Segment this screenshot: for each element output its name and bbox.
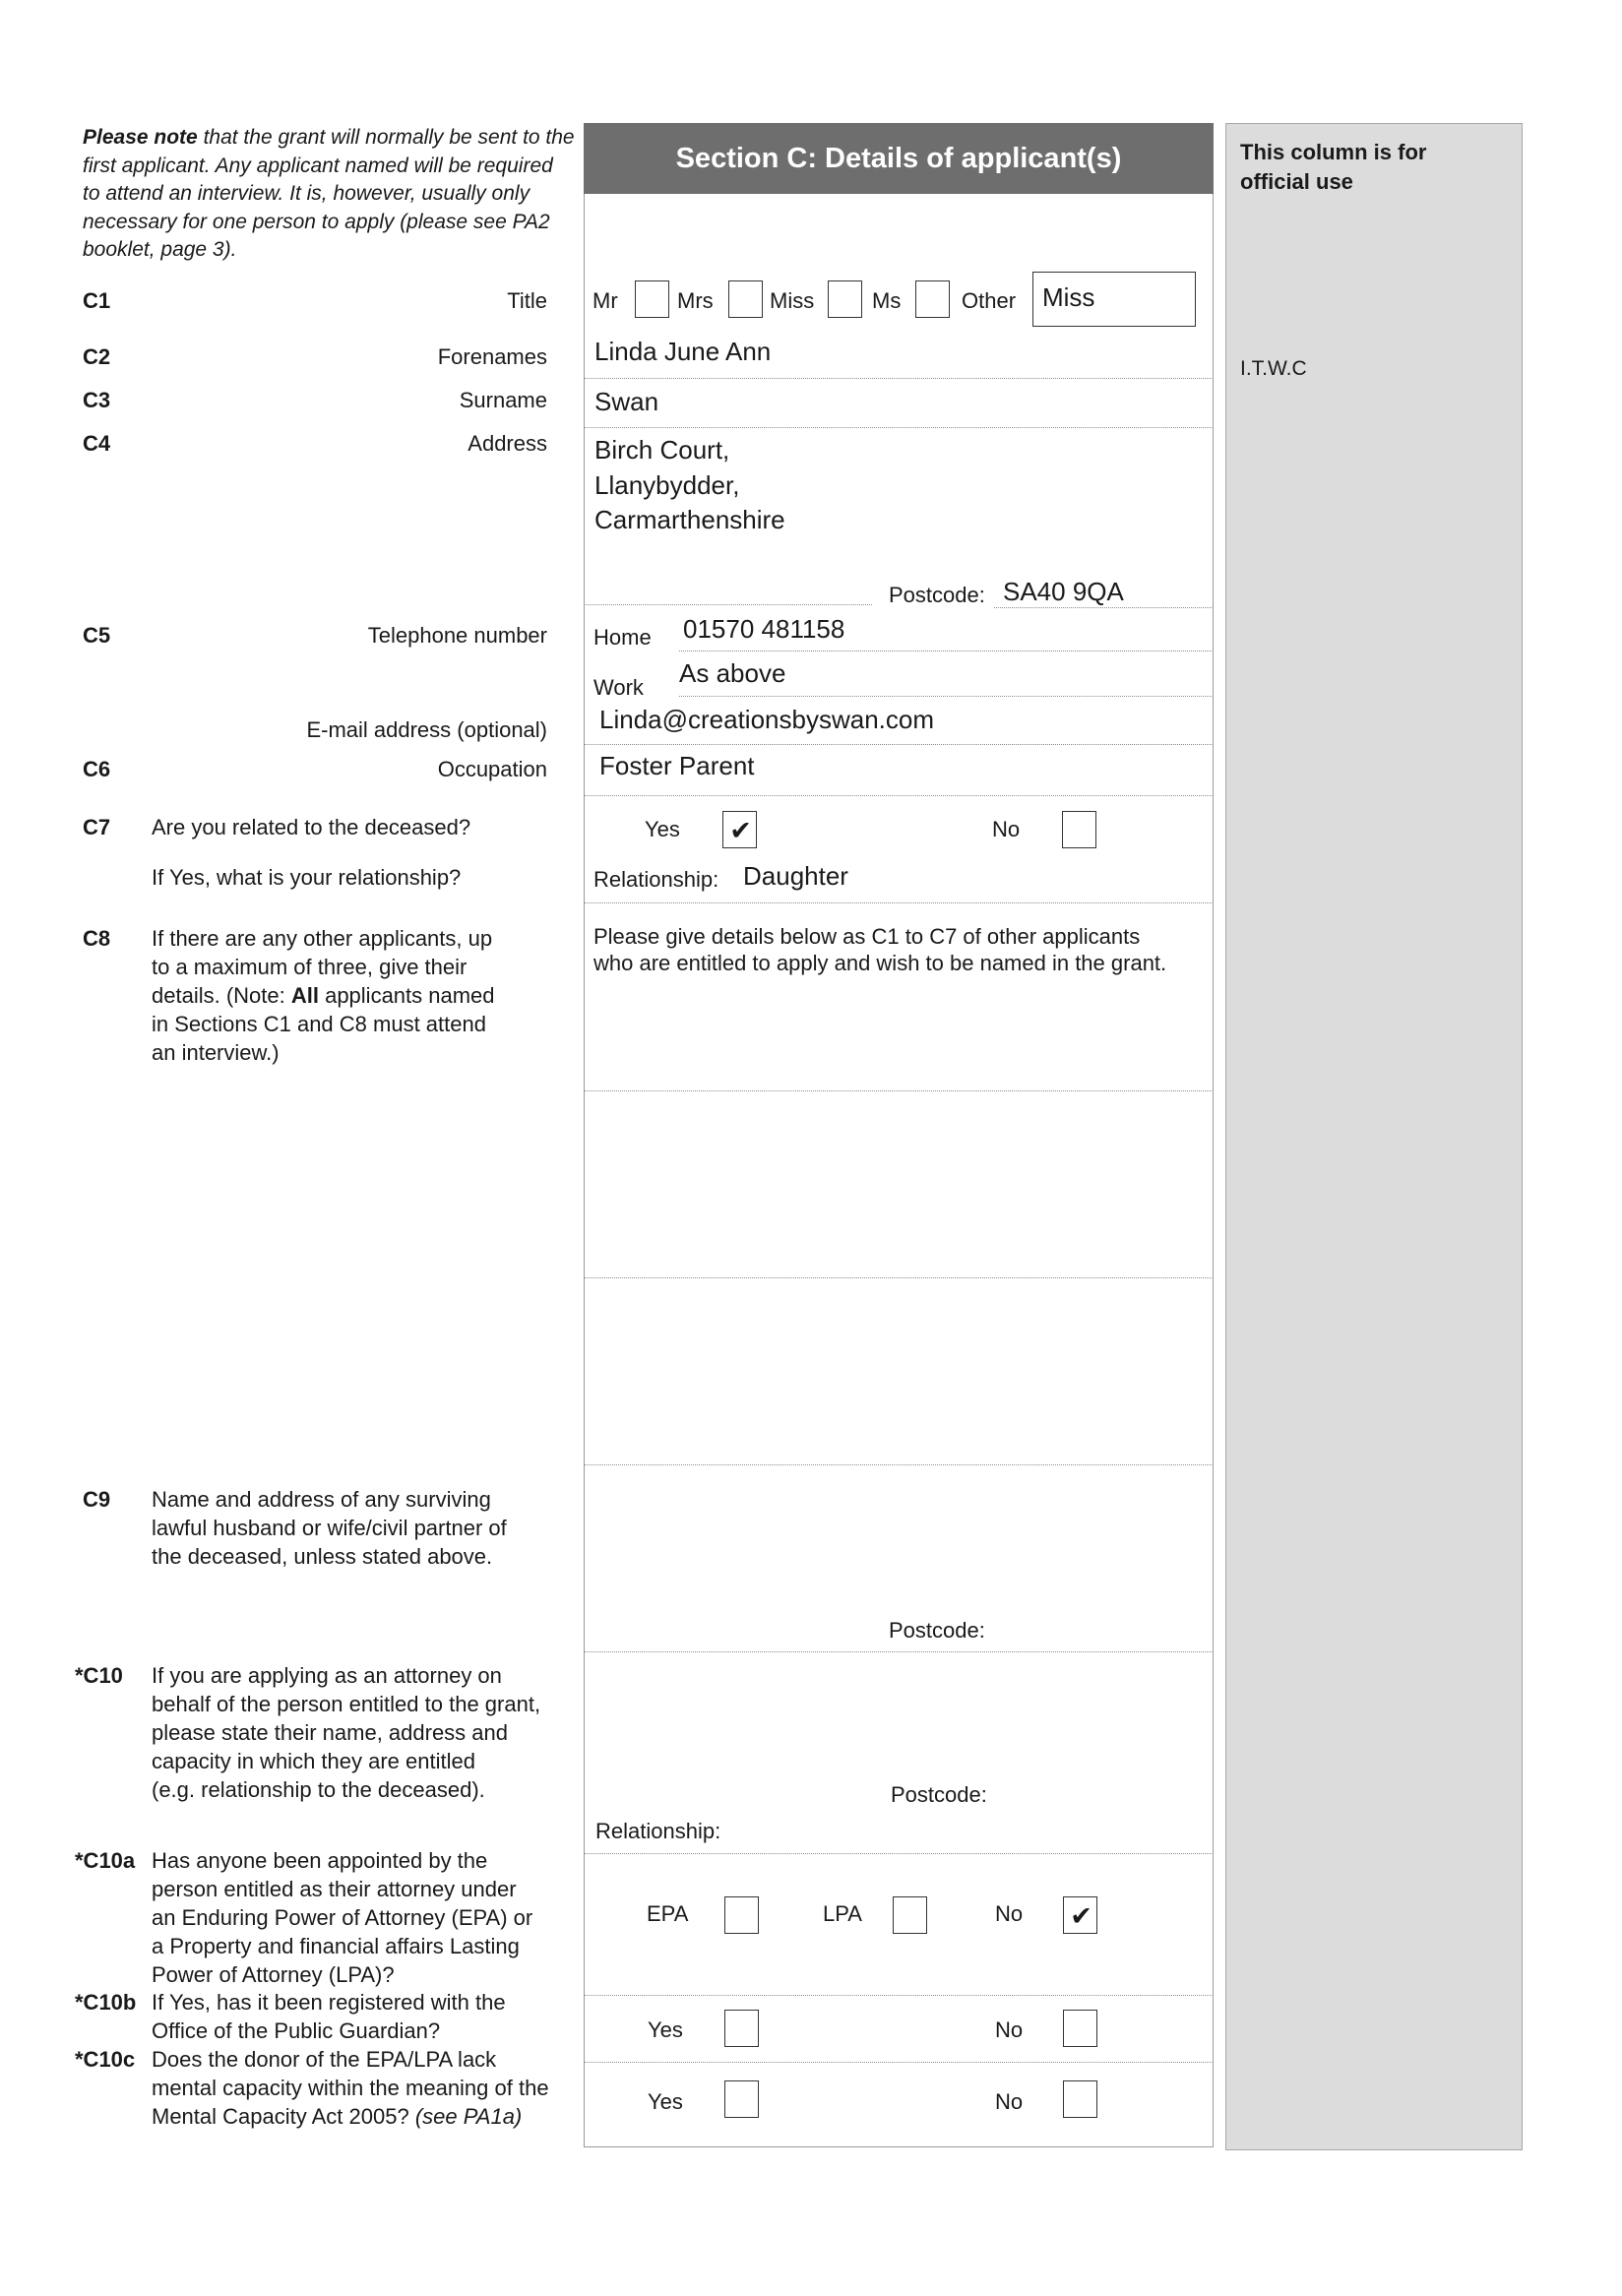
title-miss-label: Miss xyxy=(770,288,815,313)
rule xyxy=(584,427,1214,428)
related-no-checkbox[interactable] xyxy=(1062,811,1096,848)
c5-code: C5 xyxy=(83,623,111,648)
c10c-code: *C10c xyxy=(75,2047,136,2072)
c8-code: C8 xyxy=(83,926,111,951)
c10b-code: *C10b xyxy=(75,1990,137,2015)
title-ms-checkbox[interactable] xyxy=(915,280,950,318)
c2-code: C2 xyxy=(83,344,111,369)
c10b-question-line-1: If Yes, has it been registered with the xyxy=(152,1990,506,2015)
occupation-value[interactable]: Foster Parent xyxy=(599,751,755,780)
lpa-label: LPA xyxy=(823,1901,862,1926)
c10-relationship-label: Relationship: xyxy=(595,1819,721,1843)
c3-label: Surname xyxy=(459,388,547,412)
c8-question-line-5: an interview.) xyxy=(152,1040,280,1065)
registered-no-checkbox[interactable] xyxy=(1063,2010,1097,2047)
c9-code: C9 xyxy=(83,1487,111,1512)
instructions-note xyxy=(83,124,575,265)
c5-label: Telephone number xyxy=(367,623,547,648)
related-no-tick xyxy=(1063,812,1097,849)
c10a-question-line-3: an Enduring Power of Attorney (EPA) or xyxy=(152,1905,533,1930)
c8-question-line-1: If there are any other applicants, up xyxy=(152,926,493,951)
email-value[interactable]: Linda@creationsbyswan.com xyxy=(599,705,935,734)
c10-question-line-1: If you are applying as an attorney on xyxy=(152,1663,502,1688)
c10c-reference: (see PA1a) xyxy=(414,2104,523,2129)
title-mrs-checkbox[interactable] xyxy=(728,280,763,318)
relationship-value[interactable]: Daughter xyxy=(743,861,848,891)
rule xyxy=(584,744,1214,745)
title-miss-checkbox[interactable] xyxy=(828,280,862,318)
other-applicant-1-field[interactable] xyxy=(584,984,1214,1087)
c10-code: *C10 xyxy=(75,1663,123,1688)
rule xyxy=(584,1995,1214,1996)
rule xyxy=(584,795,1214,796)
title-mr-label: Mr xyxy=(593,288,618,313)
attorney-no-checkbox[interactable] xyxy=(1063,1896,1097,1934)
lpa-checkbox[interactable] xyxy=(893,1896,927,1934)
c6-code: C6 xyxy=(83,757,111,781)
section-title: Section C: Details of applicant(s) xyxy=(584,123,1214,194)
epa-checkbox[interactable] xyxy=(724,1896,759,1934)
phone-work-label: Work xyxy=(593,675,644,700)
address-line-2[interactable]: Llanybydder, xyxy=(594,470,740,500)
forenames-value[interactable]: Linda June Ann xyxy=(594,337,772,366)
c4-label: Address xyxy=(468,431,547,456)
other-applicant-3-field[interactable] xyxy=(584,1279,1214,1462)
title-mr-checkbox[interactable] xyxy=(635,280,669,318)
registered-no-label: No xyxy=(995,2017,1024,2042)
c8-instruction-line-2: who are entitled to apply and wish to be named in the grant. xyxy=(593,951,1167,975)
rule xyxy=(584,902,1214,903)
surname-value[interactable]: Swan xyxy=(594,387,659,416)
epa-label: EPA xyxy=(647,1901,689,1926)
c9-question-line-3: the deceased, unless stated above. xyxy=(152,1544,493,1569)
c3-code: C3 xyxy=(83,388,111,412)
note-text: that the grant will normally be sent to the first applicant. Any applicant named will be required to attend an interview. It is, however, usually only necessary for one person to apply (please see PA2 booklet, page 3). xyxy=(83,126,575,261)
title-other-label: Other xyxy=(962,288,1017,313)
capacity-yes-checkbox[interactable] xyxy=(724,2080,759,2118)
rule xyxy=(584,1090,1214,1091)
registered-yes-checkbox[interactable] xyxy=(724,2010,759,2047)
c10c-question-line-1: Does the donor of the EPA/LPA lack xyxy=(152,2047,497,2072)
c7-code: C7 xyxy=(83,815,111,839)
c6-label: Occupation xyxy=(437,757,547,781)
official-use-column xyxy=(1225,123,1523,2150)
c1-label: Title xyxy=(507,288,547,313)
c8-question-all: All xyxy=(290,983,319,1008)
address-postcode-label: Postcode: xyxy=(889,583,985,607)
capacity-yes-label: Yes xyxy=(648,2089,683,2114)
c7-question: Are you related to the deceased? xyxy=(152,815,471,839)
title-other-value: Miss xyxy=(1042,282,1095,312)
rule xyxy=(584,1853,1214,1854)
email-label: E-mail address (optional) xyxy=(306,717,547,742)
official-column-header: This column is for official use xyxy=(1240,140,1427,194)
phone-home-label: Home xyxy=(593,625,652,650)
title-ms-label: Ms xyxy=(872,288,902,313)
c10a-question-line-5: Power of Attorney (LPA)? xyxy=(152,1962,395,1987)
address-line-3[interactable]: Carmarthenshire xyxy=(594,505,785,534)
attorney-no-tick: ✔ xyxy=(1070,1901,1092,1931)
c10-question-line-2: behalf of the person entitled to the grant, xyxy=(152,1692,541,1716)
c10-question-line-3: please state their name, address and xyxy=(152,1720,509,1745)
related-yes-label: Yes xyxy=(645,817,680,841)
c10a-question-line-2: person entitled as their attorney under xyxy=(152,1877,517,1901)
c4-code: C4 xyxy=(83,431,111,456)
rule xyxy=(584,1277,1214,1278)
c8-question-line-3a: details. (Note: xyxy=(152,983,291,1008)
phone-work-value[interactable]: As above xyxy=(679,658,786,688)
c8-instruction-line-1: Please give details below as C1 to C7 of other applicants xyxy=(593,924,1141,949)
other-applicant-2-field[interactable] xyxy=(584,1092,1214,1275)
related-yes-tick: ✔ xyxy=(729,816,752,845)
capacity-no-checkbox[interactable] xyxy=(1063,2080,1097,2118)
relationship-label: Relationship: xyxy=(593,867,719,892)
rule xyxy=(584,1464,1214,1465)
c10b-question-line-2: Office of the Public Guardian? xyxy=(152,2018,441,2043)
c10c-question-line-3 xyxy=(152,2102,522,2131)
c10-question-line-5: (e.g. relationship to the deceased). xyxy=(152,1777,485,1802)
address-postcode-value[interactable]: SA40 9QA xyxy=(1003,577,1124,606)
c2-label: Forenames xyxy=(437,344,547,369)
c10-question-line-4: capacity in which they are entitled xyxy=(152,1749,475,1773)
rule xyxy=(584,2062,1214,2063)
c8-question-line-2: to a maximum of three, give their xyxy=(152,955,468,979)
rule xyxy=(679,651,1214,652)
rule xyxy=(584,378,1214,379)
rule xyxy=(584,1651,1214,1652)
related-no-label: No xyxy=(992,817,1021,841)
c7-relationship-question: If Yes, what is your relationship? xyxy=(152,865,462,890)
registered-yes-label: Yes xyxy=(648,2017,683,2042)
address-line-1[interactable]: Birch Court, xyxy=(594,435,730,465)
c10c-question-line-3-text: Mental Capacity Act 2005? xyxy=(152,2104,415,2129)
c9-question-line-1: Name and address of any surviving xyxy=(152,1487,491,1512)
c8-question-line-3b: applicants named xyxy=(318,983,495,1008)
c10a-question-line-4: a Property and financial affairs Lasting xyxy=(152,1934,520,1958)
phone-home-value[interactable]: 01570 481158 xyxy=(683,614,845,644)
c9-question-line-2: lawful husband or wife/civil partner of xyxy=(152,1516,507,1540)
rule xyxy=(584,604,872,605)
c1-code: C1 xyxy=(83,288,111,313)
c10a-code: *C10a xyxy=(75,1848,136,1873)
capacity-no-label: No xyxy=(995,2089,1024,2114)
attorney-no-label: No xyxy=(995,1901,1024,1926)
c8-question-line-3 xyxy=(152,981,495,1010)
c10c-question-line-2: mental capacity within the meaning of the xyxy=(152,2076,549,2100)
rule xyxy=(679,696,1214,697)
official-note: I.T.W.C xyxy=(1240,357,1307,380)
c9-postcode-label: Postcode: xyxy=(889,1618,985,1643)
related-yes-checkbox[interactable] xyxy=(722,811,757,848)
title-mrs-label: Mrs xyxy=(677,288,714,313)
note-bold: Please note xyxy=(83,126,198,149)
c8-question-line-4: in Sections C1 and C8 must attend xyxy=(152,1012,486,1036)
c10-postcode-label: Postcode: xyxy=(891,1782,987,1807)
c10a-question-line-1: Has anyone been appointed by the xyxy=(152,1848,488,1873)
rule xyxy=(994,607,1214,608)
